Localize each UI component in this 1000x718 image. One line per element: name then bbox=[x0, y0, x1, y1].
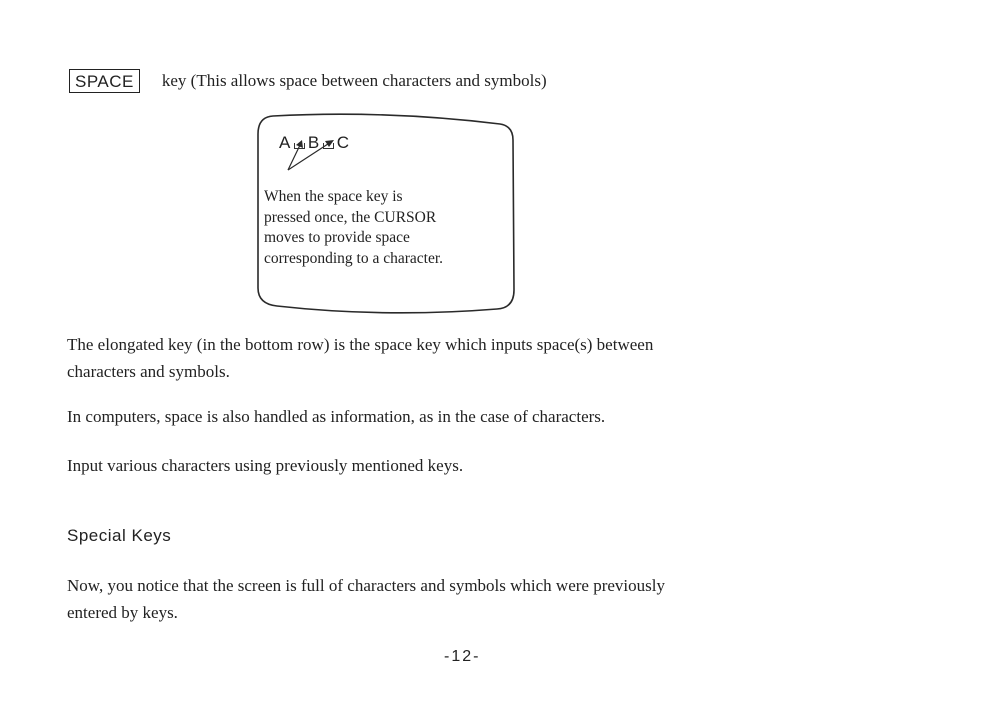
paragraph-line: entered by keys. bbox=[67, 603, 178, 622]
page-number: -12- bbox=[444, 648, 481, 665]
paragraph-line: The elongated key (in the bottom row) is the space key which inputs space(s) between bbox=[67, 335, 654, 354]
space-key-label: SPACE bbox=[69, 69, 140, 93]
paragraph-line: Now, you notice that the screen is full of characters and symbols which were previously bbox=[67, 576, 665, 595]
sample-char-a: A bbox=[279, 133, 291, 152]
caption-line: moves to provide space bbox=[264, 229, 410, 246]
screen-sample-text bbox=[279, 133, 349, 153]
paragraph-input-characters: Input various characters using previously mentioned keys. bbox=[67, 456, 464, 475]
caption-line: pressed once, the CURSOR bbox=[264, 208, 437, 226]
screen-illustration bbox=[255, 112, 520, 317]
paragraph-screen-full bbox=[67, 572, 665, 626]
caption-line: corresponding to a character. bbox=[264, 249, 444, 267]
paragraph-space-information: In computers, space is also handled as information, as in the case of characters. bbox=[67, 407, 606, 426]
space-key-description: key (This allows space between characters and symbols) bbox=[161, 71, 547, 90]
space-symbol-icon bbox=[294, 143, 305, 149]
space-key-line bbox=[69, 68, 547, 94]
paragraph-space-key bbox=[67, 331, 653, 385]
caption-line: When the space key is bbox=[264, 188, 403, 205]
screen-caption bbox=[264, 187, 520, 269]
paragraph-line: characters and symbols. bbox=[67, 362, 230, 381]
sample-char-b: B bbox=[307, 133, 320, 152]
space-symbol-icon bbox=[323, 143, 334, 149]
sample-char-c: C bbox=[336, 133, 350, 152]
section-heading-special-keys: Special Keys bbox=[67, 526, 172, 545]
